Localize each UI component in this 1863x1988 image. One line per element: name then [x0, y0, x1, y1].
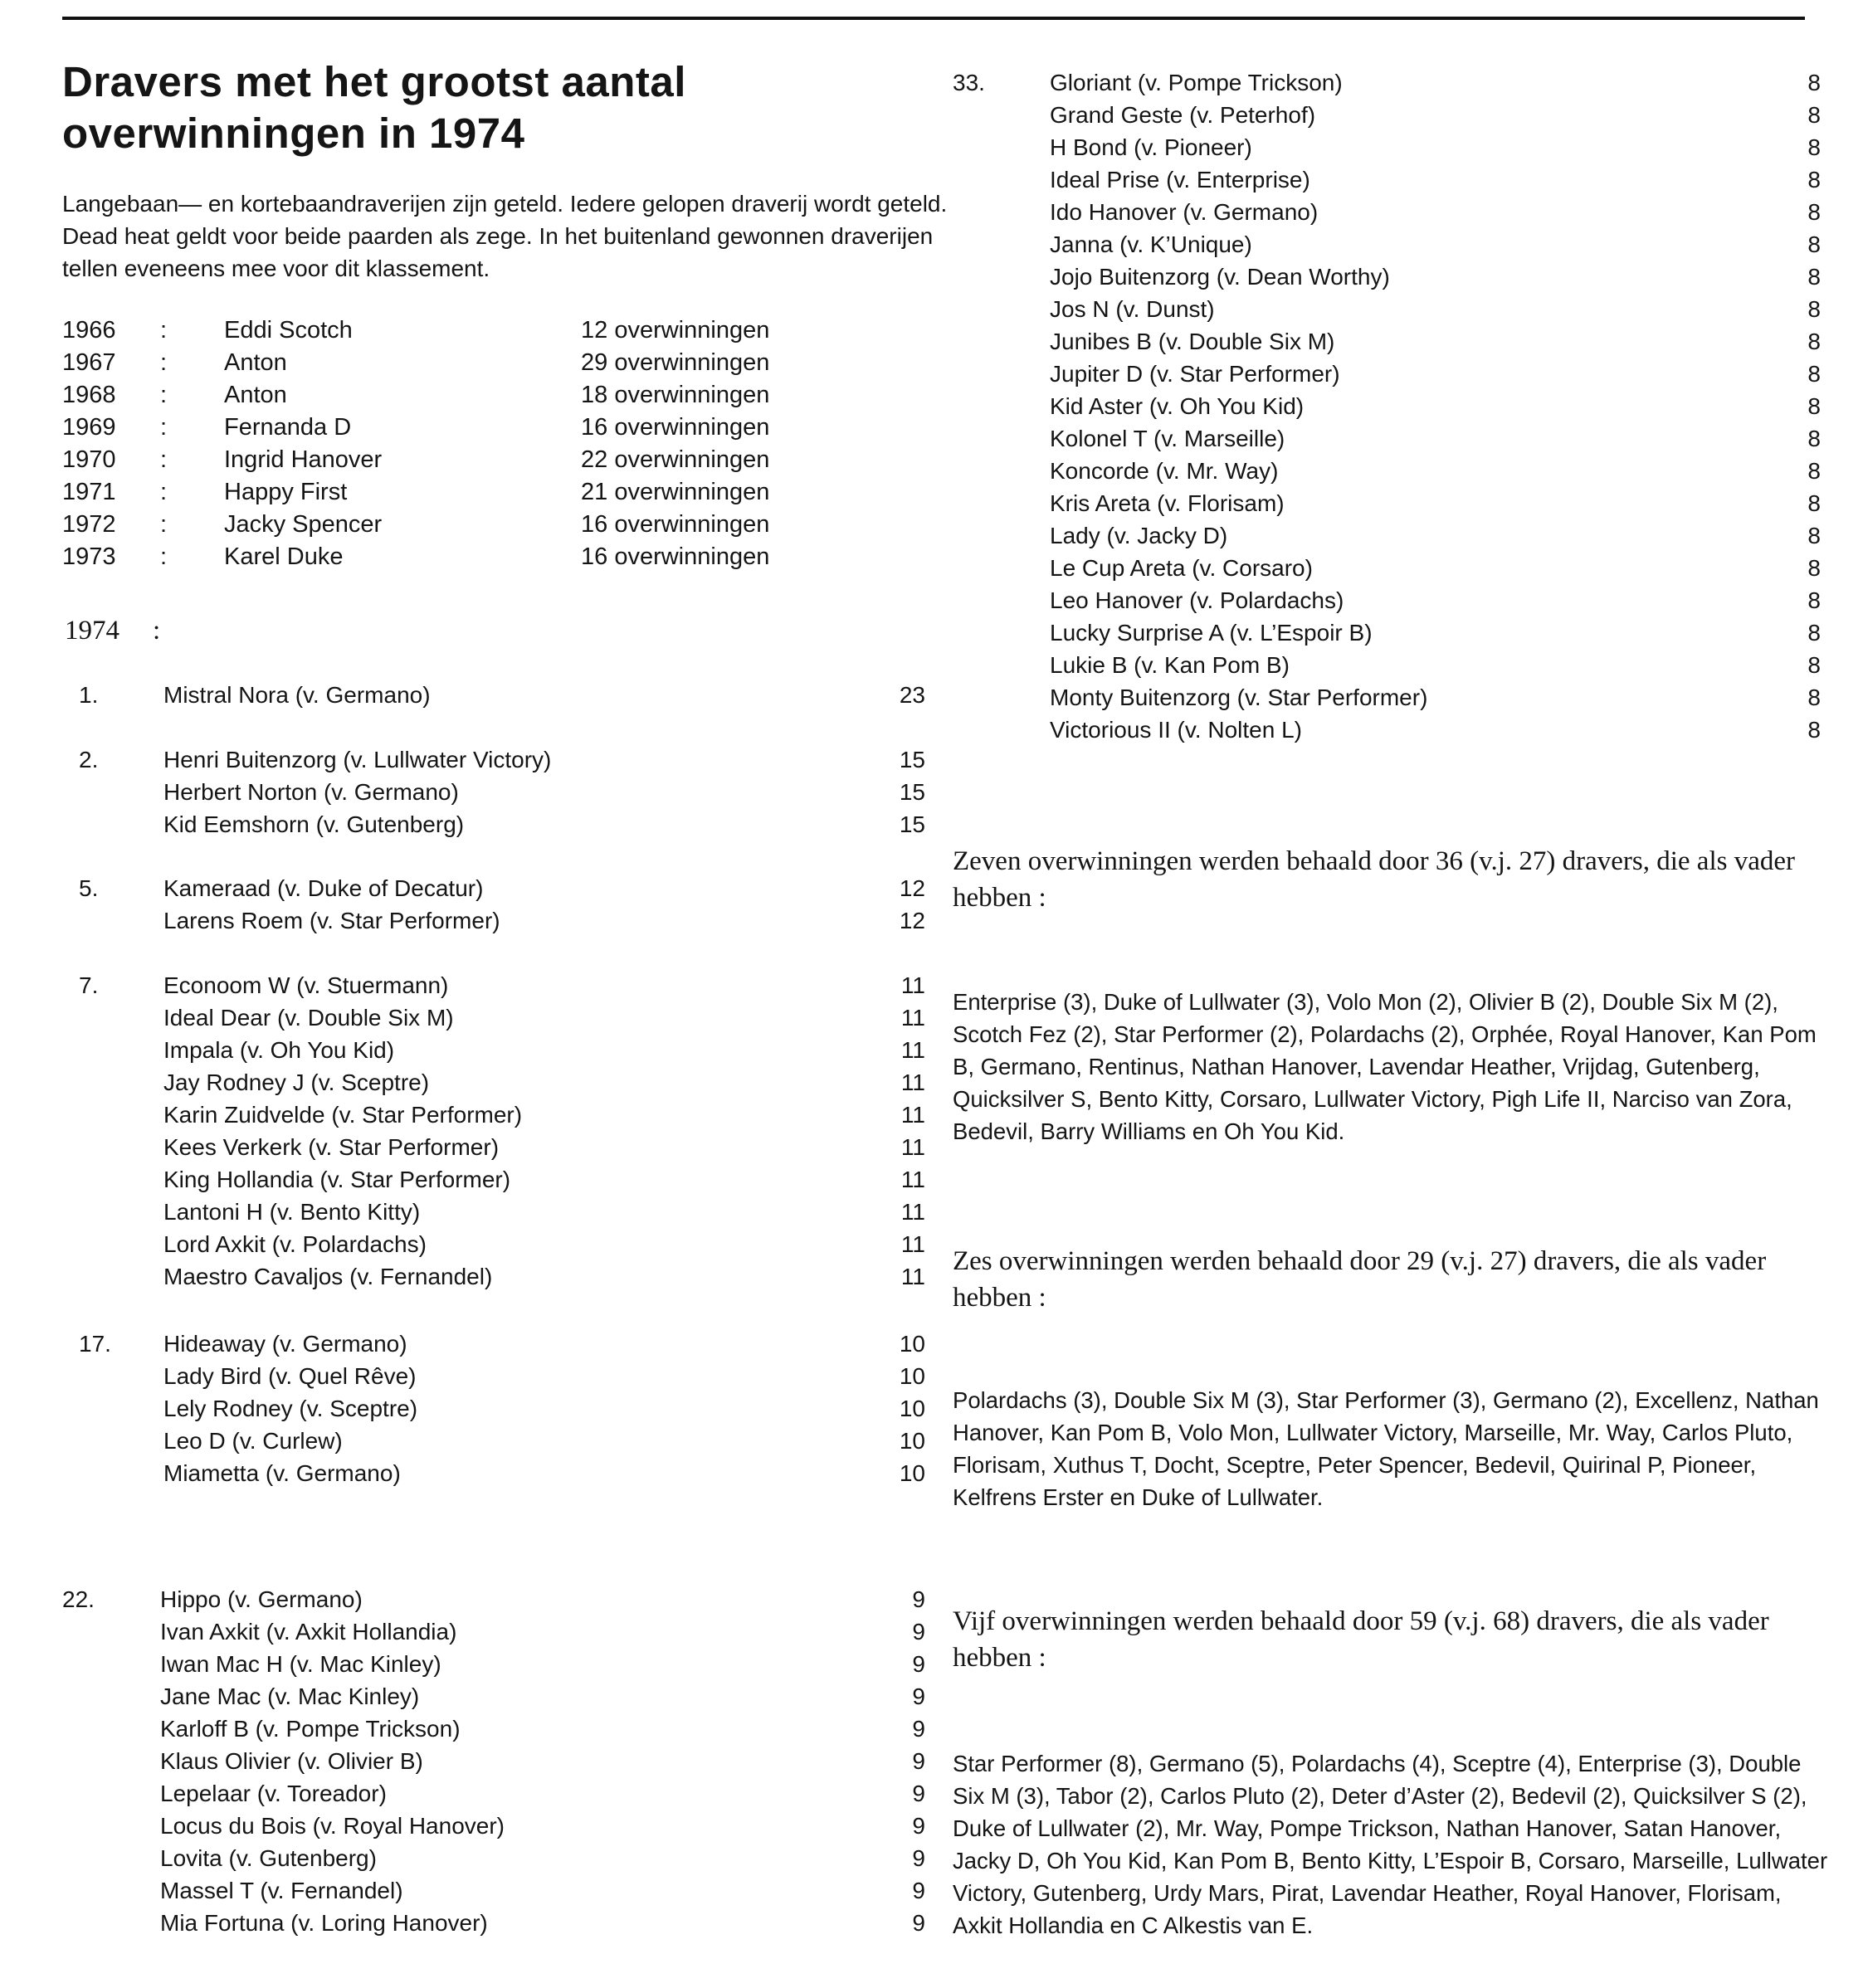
ranking-row: [62, 1683, 925, 1716]
ranking-row: [953, 587, 1821, 620]
horse-name: Karin Zuidvelde (v. Star Performer): [163, 1102, 523, 1128]
history-row: [62, 479, 809, 511]
horse-name: Jojo Buitenzorg (v. Dean Worthy): [1050, 264, 1390, 290]
top-rule: [62, 17, 1805, 20]
win-count: 10: [899, 1331, 925, 1357]
history-year: 1966: [62, 317, 116, 344]
rank-number: 22.: [62, 1586, 95, 1612]
history-horse: Anton: [224, 382, 287, 408]
horse-name: Monty Buitenzorg (v. Star Performer): [1050, 685, 1428, 710]
ranking-row: [62, 1428, 925, 1460]
win-count: 11: [900, 972, 925, 998]
horse-name: Lukie B (v. Kan Pom B): [1050, 652, 1290, 678]
ranking-group-22: [62, 1586, 925, 1942]
ranking-row: [62, 1813, 925, 1845]
win-count: 8: [1807, 426, 1821, 451]
win-count: 9: [912, 1878, 925, 1903]
history-row: [62, 511, 809, 543]
win-count: 11: [900, 1199, 925, 1225]
horse-name: Kid Eemshorn (v. Gutenberg): [163, 811, 465, 837]
ranking-row: [62, 1619, 925, 1651]
horse-name: Janna (v. K’Unique): [1050, 231, 1252, 257]
ranking-row: [62, 1167, 925, 1199]
page-title: Dravers met het grootst aantal overwinningen in 1974: [62, 58, 686, 157]
win-count: 8: [1807, 264, 1821, 290]
win-count: 8: [1807, 555, 1821, 581]
horse-name: Kris Areta (v. Florisam): [1050, 490, 1285, 516]
win-count: 12: [899, 908, 925, 933]
win-count: 11: [900, 1264, 925, 1289]
ranking-row: [62, 1134, 925, 1167]
horse-name: Jane Mac (v. Mac Kinley): [160, 1683, 420, 1709]
horse-name: Karloff B (v. Pompe Trickson): [160, 1716, 461, 1742]
win-count: 9: [912, 1910, 925, 1936]
win-count: 10: [899, 1396, 925, 1421]
ranking-row: [953, 199, 1821, 231]
ranking-row: [62, 1460, 925, 1493]
ranking-row: [62, 811, 925, 844]
history-row: [62, 382, 809, 414]
history-wins: 12 overwinningen: [581, 317, 770, 344]
horse-name: Ideal Dear (v. Double Six M): [163, 1005, 454, 1031]
horse-name: Lord Axkit (v. Polardachs): [163, 1231, 427, 1257]
horse-name: Locus du Bois (v. Royal Hanover): [160, 1813, 505, 1839]
intro-paragraph: Langebaan— en kortebaandraverijen zijn geteld. Iedere gelopen draverij wordt geteld. Dead heat geldt voor beide paarden als zege. In het buitenland gewonnen draverijen tellen eveneens mee voor dit klassement.: [62, 191, 948, 281]
ranking-row: [62, 1910, 925, 1942]
history-horse: Karel Duke: [224, 543, 344, 570]
win-count: 8: [1807, 685, 1821, 710]
history-colon: :: [160, 414, 168, 441]
horse-name: Lepelaar (v. Toreador): [160, 1781, 387, 1806]
win-count: 9: [912, 1748, 925, 1774]
ranking-row: [953, 296, 1821, 329]
horse-name: Lely Rodney (v. Sceptre): [163, 1396, 418, 1421]
win-count: 9: [912, 1716, 925, 1742]
horse-name: King Hollandia (v. Star Performer): [163, 1167, 511, 1192]
history-colon: :: [160, 479, 168, 505]
win-count: 11: [900, 1134, 925, 1160]
win-count: 8: [1807, 393, 1821, 419]
rank-number: 33.: [953, 70, 985, 95]
ranking-row: [62, 1037, 925, 1070]
win-count: 8: [1807, 70, 1821, 95]
horse-name: Jay Rodney J (v. Sceptre): [163, 1070, 430, 1095]
seven-wins-sires: Enterprise (3), Duke of Lullwater (3), Volo Mon (2), Olivier B (2), Double Six M (2), Scotch Fez (2), Star Performer (2), Polardachs (2), Orphée, Royal Hanover, Kan Pom B, Germano, Rentinus, Nathan Hanover, Lavendar Heather, Vrijdag, Gutenberg, Quicksilver S, Bento Kitty, Corsaro, Lullwater Victory, Pigh Life II, Narciso van Zora, Bedevil, Barry Williams en Oh You Kid.: [953, 989, 1817, 1144]
ranking-row: [62, 1748, 925, 1781]
ranking-row: [953, 458, 1821, 490]
history-year: 1970: [62, 446, 116, 473]
horse-name: Ivan Axkit (v. Axkit Hollandia): [160, 1619, 457, 1644]
history-wins: 16 overwinningen: [581, 511, 770, 538]
horse-name: Impala (v. Oh You Kid): [163, 1037, 395, 1063]
win-count: 8: [1807, 587, 1821, 613]
horse-name: Kees Verkerk (v. Star Performer): [163, 1134, 500, 1160]
horse-name: Massel T (v. Fernandel): [160, 1878, 403, 1903]
ranking-row: [62, 1845, 925, 1878]
win-count: 9: [912, 1845, 925, 1871]
horse-name: Lucky Surprise A (v. L’Espoir B): [1050, 620, 1373, 646]
horse-name: Junibes B (v. Double Six M): [1050, 329, 1335, 354]
ranking-row: [62, 1264, 925, 1296]
ranking-row: [953, 523, 1821, 555]
ranking-row: [953, 329, 1821, 361]
win-count: 8: [1807, 523, 1821, 548]
ranking-row: [62, 972, 925, 1005]
history-row: [62, 317, 809, 349]
history-wins: 16 overwinningen: [581, 414, 770, 441]
ranking-row: [62, 1396, 925, 1428]
horse-name: Ido Hanover (v. Germano): [1050, 199, 1319, 225]
history-year: 1968: [62, 382, 116, 408]
history-year: 1971: [62, 479, 116, 505]
history-horse: Happy First: [224, 479, 348, 505]
five-wins-sires: Star Performer (8), Germano (5), Polardachs (4), Sceptre (4), Enterprise (3), Double Six M (3), Tabor (2), Carlos Pluto (2), Deter d’Aster (2), Bedevil (2), Quicksilver S (2), Duke of Lullwater (2), Mr. Way, Pompe Trickson, Nathan Hanover, Satan Hanover, Jacky D, Oh You Kid, Kan Pom B, Bento Kitty, L’Espoir B, Corsaro, Marseille, Lullwater Victory, Gutenberg, Urdy Mars, Pirat, Lavendar Heather, Royal Hanover, Florisam, Axkit Hollandia en C Alkestis van E.: [953, 1751, 1828, 1938]
horse-name: Larens Roem (v. Star Performer): [163, 908, 500, 933]
win-count: 9: [912, 1586, 925, 1612]
win-count: 23: [899, 682, 925, 708]
win-count: 8: [1807, 167, 1821, 192]
win-count: 11: [900, 1037, 925, 1063]
win-count: 15: [899, 747, 925, 772]
ranking-row: [62, 1586, 925, 1619]
history-wins: 16 overwinningen: [581, 543, 770, 570]
win-count: 15: [899, 811, 925, 837]
horse-name: Lady Bird (v. Quel Rêve): [163, 1363, 417, 1389]
history-wins: 29 overwinningen: [581, 349, 770, 376]
history-year: 1967: [62, 349, 116, 376]
horse-name: Mistral Nora (v. Germano): [163, 682, 431, 708]
horse-name: Le Cup Areta (v. Corsaro): [1050, 555, 1313, 581]
ranking-row: [953, 426, 1821, 458]
horse-name: H Bond (v. Pioneer): [1050, 134, 1252, 160]
horse-name: Leo Hanover (v. Polardachs): [1050, 587, 1344, 613]
horse-name: Kid Aster (v. Oh You Kid): [1050, 393, 1305, 419]
history-colon: :: [160, 382, 168, 408]
ranking-group-7: [62, 972, 925, 1296]
win-count: 8: [1807, 458, 1821, 484]
ranking-row: [62, 1716, 925, 1748]
history-row: [62, 414, 809, 446]
history-year: 1969: [62, 414, 116, 441]
win-count: 11: [900, 1102, 925, 1128]
ranking-row: [953, 102, 1821, 134]
ranking-row: [62, 1781, 925, 1813]
history-wins: 18 overwinningen: [581, 382, 770, 408]
history-wins: 21 overwinningen: [581, 479, 770, 505]
win-count: 9: [912, 1619, 925, 1644]
rank-number: 2.: [79, 747, 99, 772]
win-count: 8: [1807, 296, 1821, 322]
win-count: 11: [900, 1070, 925, 1095]
horse-name: Henri Buitenzorg (v. Lullwater Victory): [163, 747, 552, 772]
horse-name: Kolonel T (v. Marseille): [1050, 426, 1285, 451]
win-count: 8: [1807, 231, 1821, 257]
ranking-row: [62, 1102, 925, 1134]
win-count: 8: [1807, 102, 1821, 128]
ranking-row: [953, 652, 1821, 685]
ranking-row: [62, 908, 925, 940]
win-count: 11: [900, 1005, 925, 1031]
ranking-row: [953, 134, 1821, 167]
horse-name: Ideal Prise (v. Enterprise): [1050, 167, 1310, 192]
history-colon: :: [160, 543, 168, 570]
ranking-row: [62, 1005, 925, 1037]
ranking-row: [953, 70, 1821, 102]
ranking-row: [62, 1331, 925, 1363]
six-wins-sires: Polardachs (3), Double Six M (3), Star Performer (3), Germano (2), Excellenz, Nathan Hanover, Kan Pom B, Volo Mon, Lullwater Victory, Marseille, Mr. Way, Carlos Pluto, Florisam, Xuthus T, Docht, Sceptre, Peter Spencer, Bedevil, Quirinal P, Pioneer, Kelfrens Erster en Duke of Lullwater.: [953, 1387, 1819, 1510]
win-count: 8: [1807, 620, 1821, 646]
ranking-row: [62, 682, 925, 714]
win-count: 9: [912, 1683, 925, 1709]
year-heading-year: 1974: [65, 616, 119, 646]
win-count: 8: [1807, 329, 1821, 354]
history-colon: :: [160, 446, 168, 473]
ranking-row: [953, 685, 1821, 717]
horse-name: Koncorde (v. Mr. Way): [1050, 458, 1279, 484]
ranking-row: [953, 490, 1821, 523]
ranking-row: [953, 167, 1821, 199]
history-wins: 22 overwinningen: [581, 446, 770, 473]
ranking-row: [953, 620, 1821, 652]
history-colon: :: [160, 349, 168, 376]
horse-name: Jos N (v. Dunst): [1050, 296, 1215, 322]
rank-number: 1.: [79, 682, 99, 708]
history-horse: Jacky Spencer: [224, 511, 383, 538]
ranking-row: [953, 231, 1821, 264]
win-count: 10: [899, 1363, 925, 1389]
horse-name: Iwan Mac H (v. Mac Kinley): [160, 1651, 441, 1677]
win-count: 8: [1807, 134, 1821, 160]
win-count: 8: [1807, 652, 1821, 678]
win-count: 9: [912, 1813, 925, 1839]
win-count: 8: [1807, 717, 1821, 743]
history-row: [62, 349, 809, 382]
ranking-row: [62, 1231, 925, 1264]
horse-name: Kameraad (v. Duke of Decatur): [163, 875, 484, 901]
rank-number: 5.: [79, 875, 99, 901]
horse-name: Hideaway (v. Germano): [163, 1331, 407, 1357]
ranking-row: [953, 264, 1821, 296]
ranking-group-17: [62, 1331, 925, 1493]
win-count: 10: [899, 1428, 925, 1454]
horse-name: Econoom W (v. Stuermann): [163, 972, 449, 998]
five-wins-heading: Vijf overwinningen werden behaald door 59 (v.j. 68) dravers, die als vader hebben :: [953, 1606, 1769, 1673]
win-count: 12: [899, 875, 925, 901]
ranking-row: [62, 747, 925, 779]
horse-name: Victorious II (v. Nolten L): [1050, 717, 1302, 743]
win-count: 11: [900, 1231, 925, 1257]
rank-number: 17.: [79, 1331, 111, 1357]
ranking-group-2: [62, 747, 925, 844]
win-count: 10: [899, 1460, 925, 1486]
year-1974-heading: [65, 616, 160, 646]
ranking-group-5: [62, 875, 925, 940]
horse-name: Leo D (v. Curlew): [163, 1428, 343, 1454]
ranking-row: [953, 717, 1821, 749]
ranking-row: [62, 1070, 925, 1102]
horse-name: Lantoni H (v. Bento Kitty): [163, 1199, 421, 1225]
horse-name: Lady (v. Jacky D): [1050, 523, 1228, 548]
ranking-group-33: [953, 70, 1821, 749]
horse-name: Lovita (v. Gutenberg): [160, 1845, 377, 1871]
history-colon: :: [160, 317, 168, 344]
history-horse: Fernanda D: [224, 414, 352, 441]
horse-name: Miametta (v. Germano): [163, 1460, 401, 1486]
horse-name: Herbert Norton (v. Germano): [163, 779, 459, 805]
ranking-row: [62, 779, 925, 811]
ranking-group-1: [62, 682, 925, 714]
history-row: [62, 446, 809, 479]
horse-name: Jupiter D (v. Star Performer): [1050, 361, 1340, 387]
rank-number: 7.: [79, 972, 99, 998]
horse-name: Gloriant (v. Pompe Trickson): [1050, 70, 1343, 95]
history-row: [62, 543, 809, 576]
ranking-row: [953, 361, 1821, 393]
win-count: 9: [912, 1781, 925, 1806]
win-count: 11: [900, 1167, 925, 1192]
horse-name: Mia Fortuna (v. Loring Hanover): [160, 1910, 488, 1936]
ranking-row: [62, 1878, 925, 1910]
ranking-row: [953, 555, 1821, 587]
ranking-row: [62, 1363, 925, 1396]
ranking-row: [953, 393, 1821, 426]
win-count: 9: [912, 1651, 925, 1677]
horse-name: Maestro Cavaljos (v. Fernandel): [163, 1264, 493, 1289]
history-year: 1973: [62, 543, 116, 570]
horse-name: Klaus Olivier (v. Olivier B): [160, 1748, 423, 1774]
win-count: 8: [1807, 490, 1821, 516]
history-horse: Eddi Scotch: [224, 317, 353, 344]
history-colon: :: [160, 511, 168, 538]
history-horse: Anton: [224, 349, 287, 376]
year-heading-colon: :: [153, 616, 161, 646]
history-list: [62, 317, 809, 576]
seven-wins-heading: Zeven overwinningen werden behaald door 36 (v.j. 27) dravers, die als vader hebben :: [953, 846, 1795, 913]
win-count: 8: [1807, 361, 1821, 387]
ranking-row: [62, 875, 925, 908]
horse-name: Grand Geste (v. Peterhof): [1050, 102, 1316, 128]
history-horse: Ingrid Hanover: [224, 446, 383, 473]
history-year: 1972: [62, 511, 116, 538]
win-count: 8: [1807, 199, 1821, 225]
ranking-row: [62, 1199, 925, 1231]
six-wins-heading: Zes overwinningen werden behaald door 29 (v.j. 27) dravers, die als vader hebben :: [953, 1246, 1767, 1313]
ranking-row: [62, 1651, 925, 1683]
win-count: 15: [899, 779, 925, 805]
horse-name: Hippo (v. Germano): [160, 1586, 363, 1612]
